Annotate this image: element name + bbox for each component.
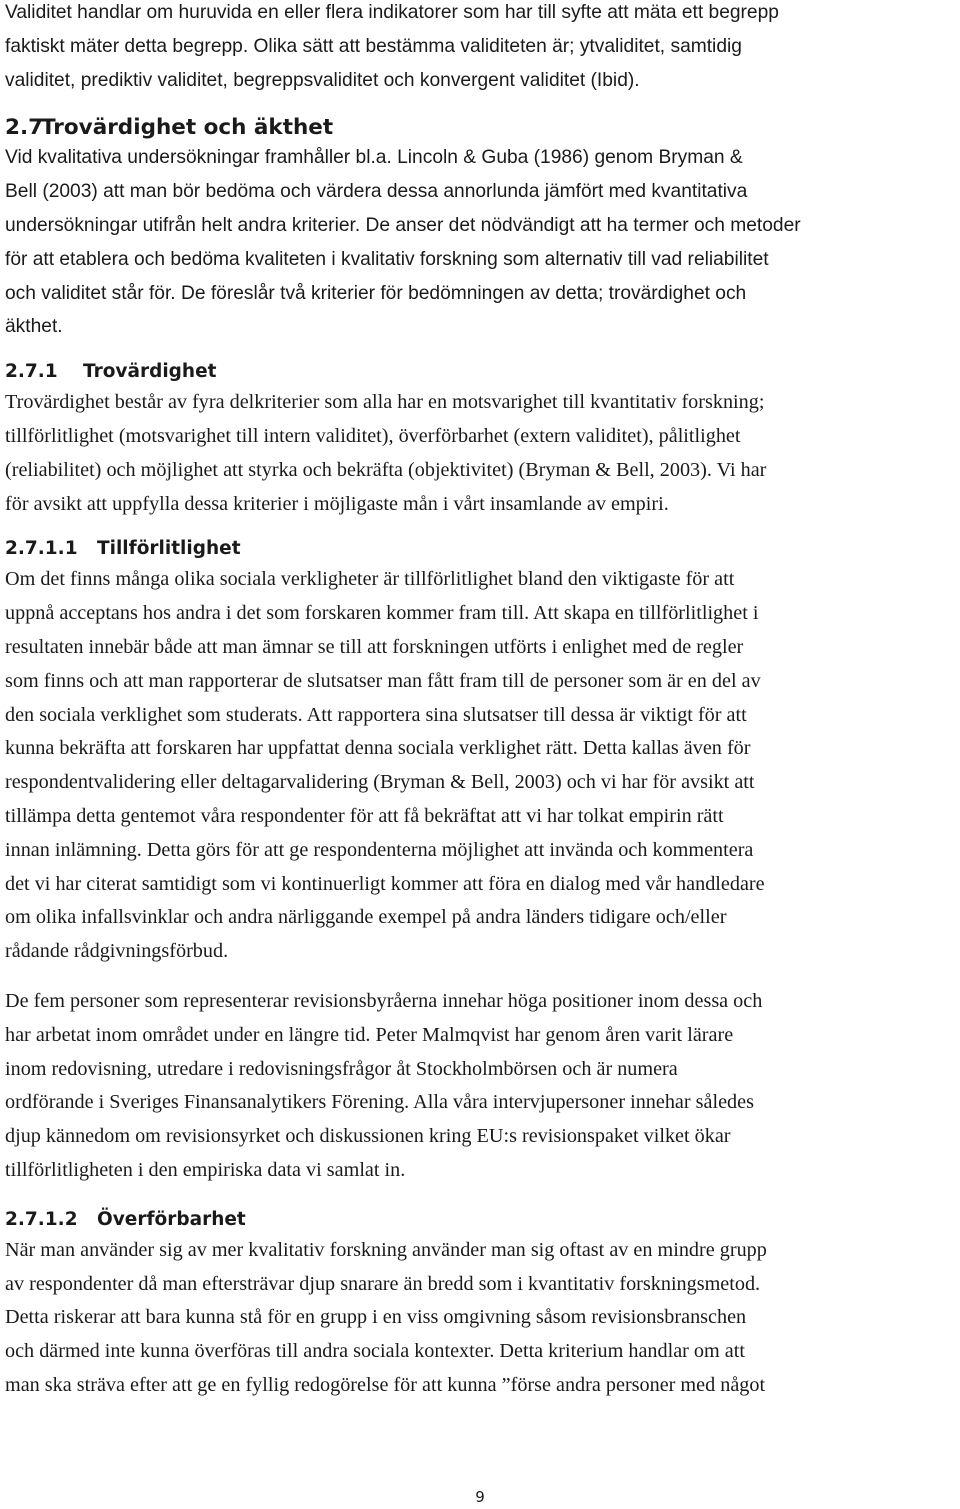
text-line: för att etablera och bedöma kvaliteten i kvalitativ forskning som alternativ till vad reliabilitet (5, 248, 769, 270)
text-line: och därmed inte kunna överföras till andra sociala kontexter. Detta kriterium handlar om att (5, 1340, 745, 1363)
text-line: man ska sträva efter att ge en fyllig redogörelse för att kunna ”förse andra personer med något (5, 1373, 766, 1396)
section-2-7-1-1-paragraph-2 (5, 985, 955, 1188)
text-line: den sociala verklighet som studerats. Att rapportera sina slutsatser till dessa är viktigt för att (5, 703, 747, 726)
text-line: har arbetat inom området under en längre tid. Peter Malmqvist har genom åren varit lärare (5, 1023, 734, 1046)
text-line: av respondenter då man eftersträvar djup snarare än bredd som i kvantitativ forskningsmetod. (5, 1272, 761, 1295)
text-line: kunna bekräfta att forskaren har uppfattat denna sociala verklighet rätt. Detta kallas även för (5, 737, 751, 760)
text-line: och validitet står för. De föreslår två kriterier för bedömningen av detta; trovärdighet och (5, 282, 747, 304)
text-line: om olika infallsvinklar och andra närliggande exempel på andra länders tidigare och/eller (5, 906, 727, 929)
section-number: 2.7 (5, 115, 44, 141)
intro-paragraph (5, 0, 955, 97)
text-line: Detta riskerar att bara kunna stå för en grupp i en viss omgivning såsom revisionsbranschen (5, 1306, 747, 1329)
text-line: (reliabilitet) och möjlighet att styrka och bekräfta (objektivitet) (Bryman & Bell, 2003). Vi har (5, 458, 767, 481)
text-line: tillförlitligheten i den empiriska data vi samlat in. (5, 1158, 406, 1181)
text-line: tillämpa detta gentemot våra respondenter för att få bekräftat att vi har tolkat empirin rätt (5, 804, 724, 827)
section-number: 2.7.1.1 (5, 538, 78, 560)
section-2-7-1-1-paragraph-1 (5, 563, 955, 969)
text-line: resultaten innebär både att man ämnar se till att forskningen utförts i enlighet med de regler (5, 635, 744, 658)
text-line: rådande rådgivningsförbud. (5, 940, 229, 963)
text-line: Vid kvalitativa undersökningar framhåller bl.a. Lincoln & Guba (1986) genom Bryman & (5, 147, 743, 169)
text-line: De fem personer som representerar revisionsbyråerna innehar höga positioner inom dessa och (5, 989, 763, 1012)
document-page (5, 0, 955, 1403)
text-line: Om det finns många olika sociala verkligheter är tillförlitlighet bland den viktigaste för att (5, 568, 735, 591)
section-heading-2-7 (5, 113, 955, 143)
section-2-7-1-paragraph (5, 386, 955, 521)
text-line: Bell (2003) att man bör bedöma och värdera dessa annorlunda jämfört med kvantitativa (5, 181, 748, 203)
text-line: respondentvalidering eller deltagarvalidering (Bryman & Bell, 2003) och vi har för avsikt att (5, 771, 755, 794)
text-line: ordförande i Sveriges Finansanalytikers Förening. Alla våra intervjupersoner innehar således (5, 1091, 754, 1114)
section-2-7-paragraph (5, 141, 955, 344)
text-line: som finns och att man rapporterar de slutsatser man fått fram till de personer som är en del av (5, 669, 761, 692)
text-line: undersökningar utifrån helt andra kriterier. De anser det nödvändigt att ha termer och metoder (5, 214, 801, 236)
text-line: tillförlitlighet (motsvarighet till intern validitet), överförbarhet (extern validitet), pålitlighet (5, 424, 741, 447)
section-2-7-1-2-paragraph (5, 1234, 955, 1403)
section-title: Tillförlitlighet (97, 538, 241, 560)
text-line: för avsikt att uppfylla dessa kriterier i möjligaste mån i vårt insamlande av empiri. (5, 492, 669, 515)
text-line: det vi har citerat samtidigt som vi kontinuerligt kommer att föra en dialog med vår handledare (5, 872, 765, 895)
section-title: Överförbarhet (97, 1208, 246, 1230)
section-title: Trovärdighet och äkthet (41, 115, 334, 141)
text-line: djup kännedom om revisionsyrket och diskussionen kring EU:s revisionspaket vilket ökar (5, 1125, 731, 1148)
text-line: Validitet handlar om huruvida en eller flera indikatorer som har till syfte att mäta ett begrepp (5, 2, 779, 23)
section-number: 2.7.1.2 (5, 1208, 78, 1230)
section-title: Trovärdighet (83, 361, 217, 383)
text-line: äkthet. (5, 316, 63, 338)
page-number: 9 (475, 1488, 485, 1506)
text-line: inom redovisning, utredare i redovisningsfrågor åt Stockholmbörsen och är numera (5, 1057, 678, 1080)
text-line: uppnå acceptans hos andra i det som forskaren kommer fram till. Att skapa en tillförlitlighet i (5, 602, 759, 625)
text-line: faktiskt mäter detta begrepp. Olika sätt att bestämma validiteten är; ytvaliditet, samtidig (5, 35, 742, 57)
text-line: Trovärdighet består av fyra delkriterier som alla har en motsvarighet till kvantitativ forskning; (5, 391, 765, 414)
section-heading-2-7-1-1 (5, 535, 955, 563)
text-line: innan inlämning. Detta görs för att ge respondenterna möjlighet att invända och kommentera (5, 838, 754, 861)
section-number: 2.7.1 (5, 361, 58, 383)
section-heading-2-7-1 (5, 358, 955, 386)
section-heading-2-7-1-2 (5, 1206, 955, 1234)
text-line: När man använder sig av mer kvalitativ forskning använder man sig oftast av en mindre grupp (5, 1238, 767, 1261)
text-line: validitet, prediktiv validitet, begreppsvaliditet och konvergent validitet (Ibid). (5, 69, 640, 91)
